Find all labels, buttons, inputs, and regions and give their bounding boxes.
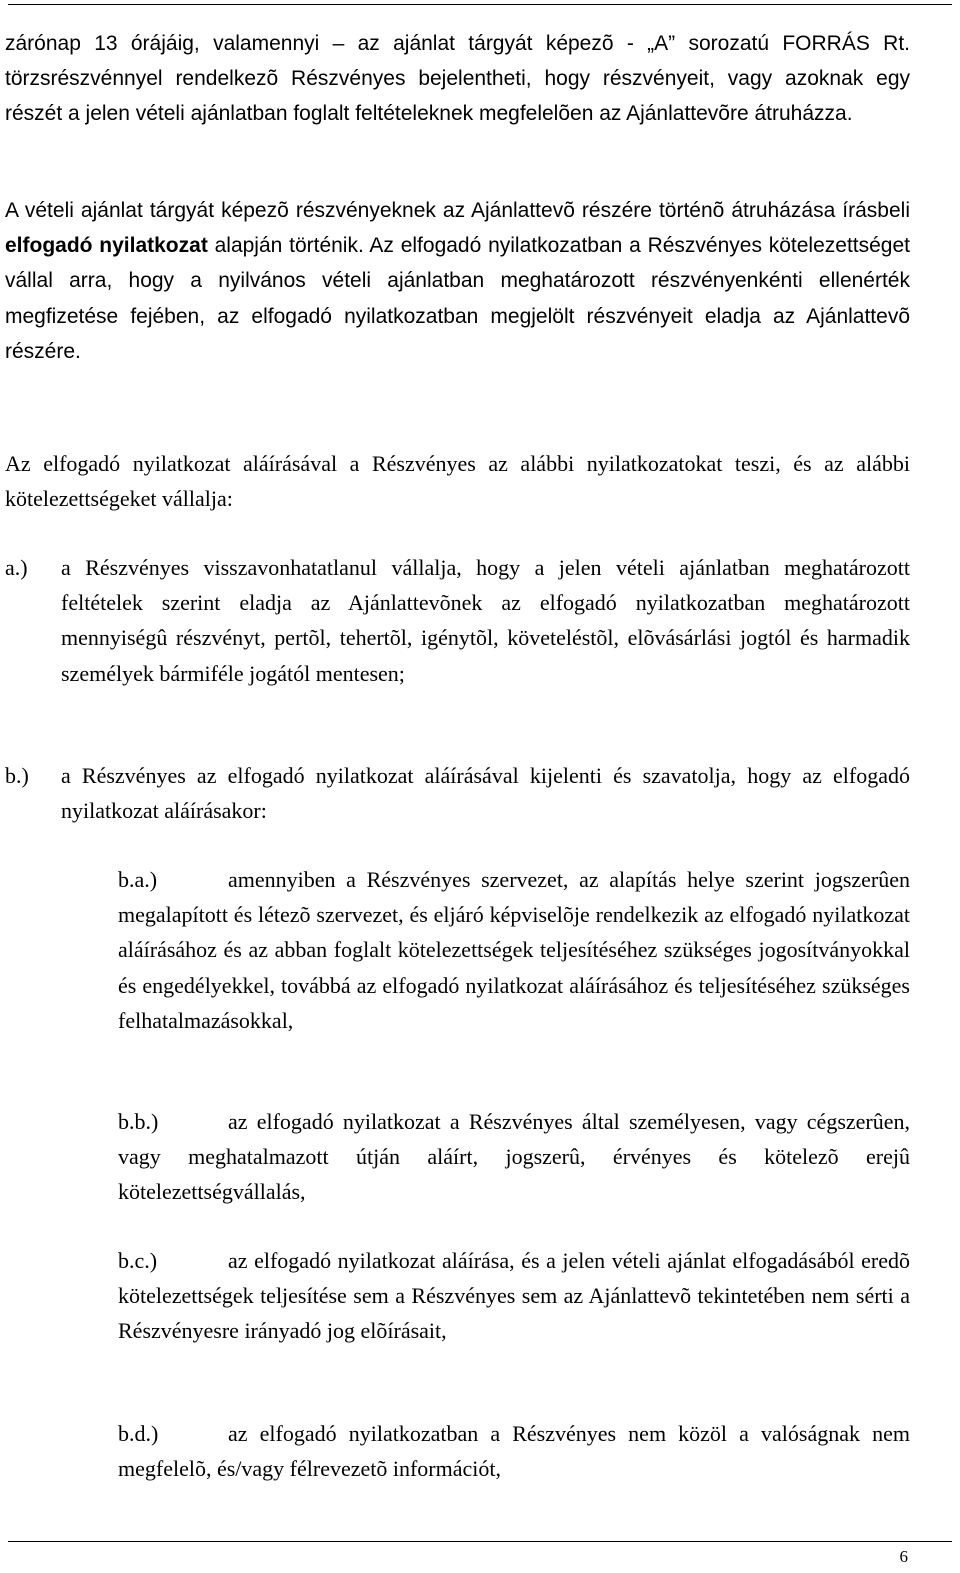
- sub-item-label: b.d.): [118, 1421, 159, 1446]
- footer-rule: [8, 1541, 952, 1542]
- sub-item-label: b.c.): [118, 1248, 158, 1273]
- sub-item-bc: [118, 1243, 910, 1349]
- paragraph-transfer-bold: elfogadó nyilatkozat: [5, 234, 208, 258]
- list-item-label: b.): [5, 763, 29, 788]
- list-item-a: [5, 550, 910, 691]
- list-item-label: a.): [5, 555, 28, 580]
- sub-item-ba: [118, 862, 910, 1038]
- paragraph-transfer: [5, 193, 910, 369]
- sub-item-bd: [118, 1416, 910, 1486]
- top-rule: [8, 4, 952, 5]
- page-number: 6: [899, 1547, 908, 1566]
- sub-item-label: b.b.): [118, 1109, 159, 1134]
- list-item-text: a Részvényes az elfogadó nyilatkozat aláírásával kijelenti és szavatolja, hogy az elfogadó nyilatkozat aláírásakor:: [61, 763, 910, 824]
- paragraph-transfer-text-1: A vételi ajánlat tárgyát képezõ részvényeknek az Ajánlattevõ részére történõ átruházása írásbeli: [5, 199, 910, 222]
- sub-item-text: az elfogadó nyilatkozat aláírása, és a jelen vételi ajánlat elfogadásából eredõ kötelezettségek teljesítése sem a Részvényes sem az Ajánlattevõ tekintetében nem sérti a Részvényesre irányadó jog elõírásait,: [118, 1248, 910, 1344]
- sub-item-bb: [118, 1104, 910, 1210]
- paragraph-acceptance-period: zárónap 13 órájáig, valamennyi – az ajánlat tárgyát képezõ - „A” sorozatú FORRÁS Rt. törzsrészvénnyel rendelkezõ Részvényes bejelentheti, hogy részvényeit, vagy azoknak egy részét a jelen vételi ajánlatban foglalt feltételeknek megfelelõen az Ajánlattevõre átruházza.: [5, 32, 910, 126]
- sub-item-text: az elfogadó nyilatkozat a Részvényes által személyesen, vagy cégszerûen, vagy meghatalmazott útján aláírt, jogszerû, érvényes és kötelezõ erejû kötelezettségvállalás,: [118, 1109, 910, 1205]
- paragraph-declarations-intro: Az elfogadó nyilatkozat aláírásával a Részvényes az alábbi nyilatkozatokat teszi, és az alábbi kötelezettségeket vállalja:: [5, 451, 910, 512]
- list-item-b: [5, 758, 910, 828]
- sub-item-text: amennyiben a Részvényes szervezet, az alapítás helye szerint jogszerûen megalapított és létezõ szervezet, és eljáró képviselõje rendelkezik az elfogadó nyilatkozat aláírásához és az abban foglalt kötelezettségek teljesítéséhez szükséges jogosítványokkal és engedélyekkel, továbbá az elfogadó nyilatkozat aláírásához és teljesítéséhez szükséges felhatalmazásokkal,: [118, 867, 910, 1033]
- paragraph-transfer-text-2: alapján történik. Az elfogadó nyilatkozatban a Részvényes kötelezettséget vállal arra, hogy a nyilvános vételi ajánlatban meghatározott részvényenkénti ellenérték megfizetése fejében, az elfogadó nyilatkozatban megjelölt részvényeit eladja az Ajánlattevõ részére.: [5, 234, 910, 363]
- list-item-text: a Részvényes visszavonhatatlanul vállalja, hogy a jelen vételi ajánlatban meghatározott feltételek szerint eladja az Ajánlattevõnek az elfogadó nyilatkozatban meghatározott mennyiségû részvényt, pertõl, tehertõl, igénytõl, követeléstõl, elõvásárlási jogtól és harmadik személyek bármiféle jogától mentesen;: [61, 555, 910, 686]
- sub-item-text: az elfogadó nyilatkozatban a Részvényes nem közöl a valóságnak nem megfelelõ, és/vagy félrevezetõ információt,: [118, 1421, 910, 1482]
- sub-item-label: b.a.): [118, 867, 158, 892]
